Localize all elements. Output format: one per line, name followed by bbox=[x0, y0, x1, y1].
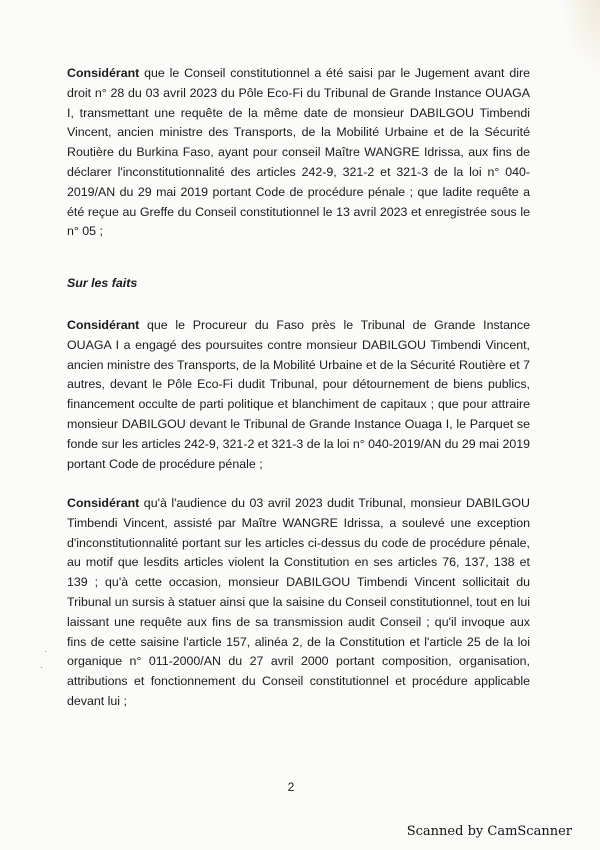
scanner-watermark: Scanned by CamScanner bbox=[406, 824, 572, 839]
scan-speck: · bbox=[44, 646, 48, 657]
paragraph-3-text: qu'à l'audience du 03 avril 2023 dudit Tribunal, monsieur DABILGOU Timbendi Vincent, assisté par Maître WANGRE Idrissa, a soulevé une exception d'inconstitutionnalité portant sur les articles ci-dessus du code de procédure pénale, au motif que lesdits articles violent la Constitution en ses articles 76, 137, 138 et 139 ; qu'à cette occasion, monsieur DABILGOU Timbendi Vincent sollicitait du Tribunal un sursis à statuer ainsi que la saisine du Conseil constitutionnel, tout en lui laissant une requête aux fins de sa transmission audit Conseil ; qu'il invoque aux fins de cette saisine l'article 157, alinéa 2, de la Constitution et l'article 25 de la loi organique n° 011-2000/AN du 27 avril 2000 portant composition, organisation, attributions et fonctionnement du Conseil constitutionnel et procédure applicable devant lui ; bbox=[67, 496, 530, 708]
page-number: 2 bbox=[287, 780, 295, 794]
section-heading: Sur les faits bbox=[67, 276, 138, 290]
paragraph-3-lead: Considérant bbox=[67, 496, 140, 510]
paragraph-1 bbox=[67, 64, 530, 242]
paragraph-2 bbox=[67, 316, 530, 474]
paragraph-1-lead: Considérant bbox=[67, 66, 140, 80]
paragraph-3 bbox=[67, 494, 530, 712]
paragraph-2-lead: Considérant bbox=[67, 318, 140, 332]
paper-stain bbox=[560, 0, 600, 80]
paragraph-1-text: que le Conseil constitutionnel a été saisi par le Jugement avant dire droit n° 28 du 03 avril 2023 du Pôle Eco-Fi du Tribunal de Grande Instance OUAGA I, transmettant une requête de la même date de monsieur DABILGOU Timbendi Vincent, ancien ministre des Transports, de la Mobilité Urbaine et de la Sécurité Routière du Burkina Faso, ayant pour conseil Maître WANGRE Idrissa, aux fins de déclarer l'inconstitutionnalité des articles 242-9, 321-2 et 321-3 de la loi n° 040-2019/AN du 29 mai 2019 portant Code de procédure pénale ; que ladite requête a été reçue au Greffe du Conseil constitutionnel le 13 avril 2023 et enregistrée sous le n° 05 ; bbox=[67, 66, 530, 239]
paragraph-2-text: que le Procureur du Faso près le Tribunal de Grande Instance OUAGA I a engagé des poursuites contre monsieur DABILGOU Timbendi Vincent, ancien ministre des Transports, de la Mobilité Urbaine et de la Sécurité Routière et 7 autres, devant le Pôle Eco-Fi dudit Tribunal, pour détournement de biens publics, financement occulte de parti politique et blanchiment de capitaux ; que pour attraire monsieur DABILGOU devant le Tribunal de Grande Instance Ouaga I, le Parquet se fonde sur les articles 242-9, 321-2 et 321-3 de la loi n° 040-2019/AN du 29 mai 2019 portant Code de procédure pénale ; bbox=[67, 318, 531, 471]
scan-speck: · bbox=[40, 662, 44, 673]
